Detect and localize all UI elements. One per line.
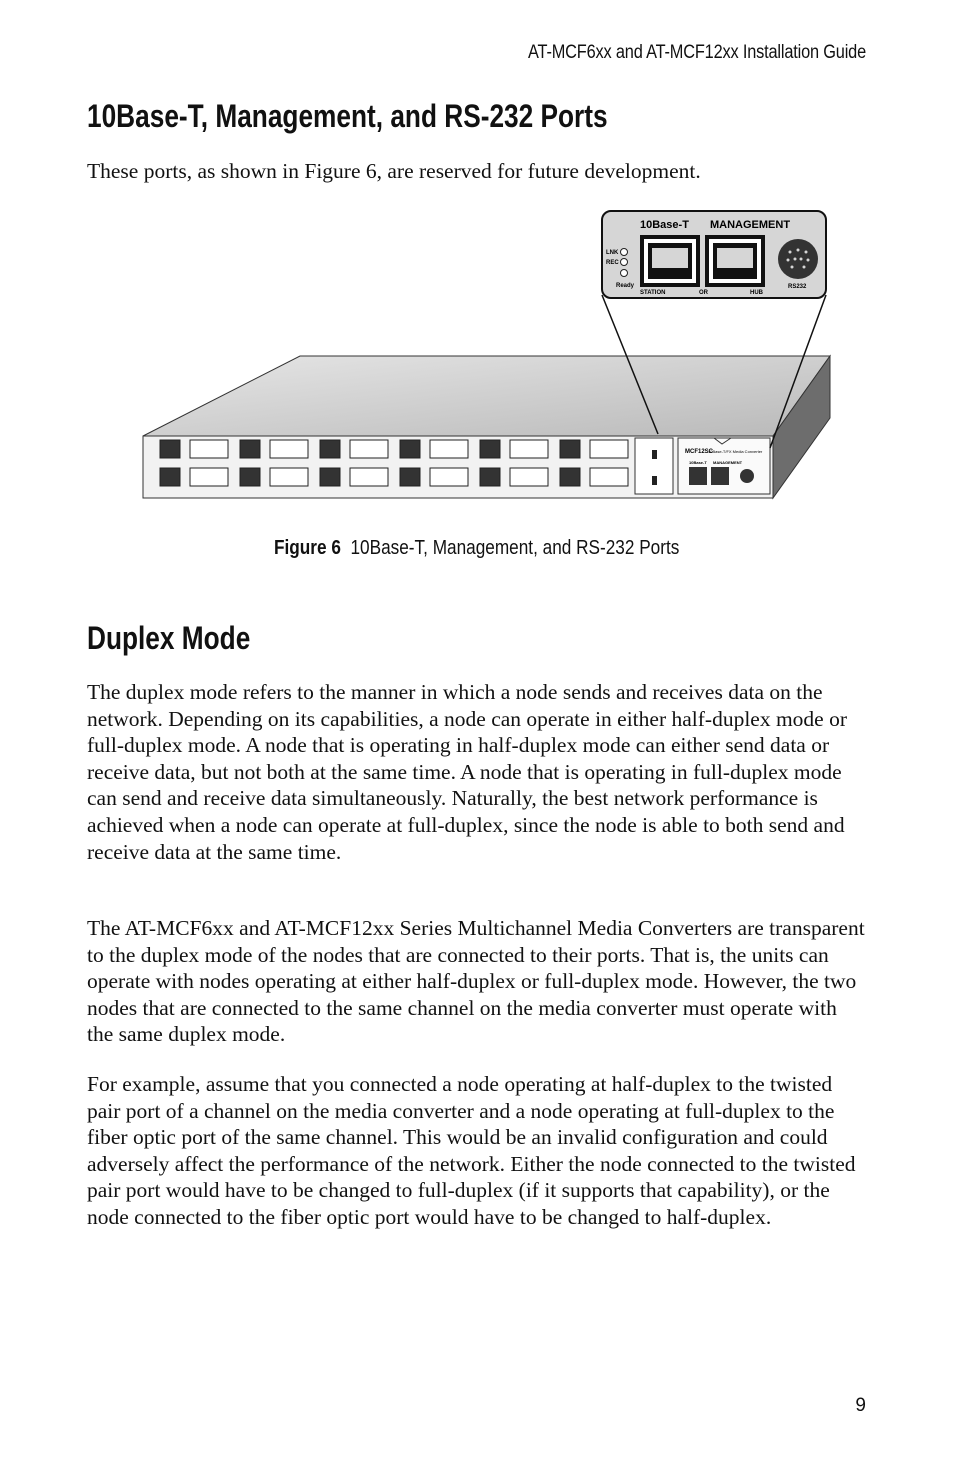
device-management-label: MANAGEMENT xyxy=(713,460,743,465)
figure-6-illustration xyxy=(140,208,840,508)
figure-caption-text: 10Base-T, Management, and RS-232 Ports xyxy=(350,537,680,559)
duplex-paragraph-2: The AT-MCF6xx and AT-MCF12xx Series Multichannel Media Converters are transparent to the duplex mode of the nodes that are connected to their ports. That is, the units can operate with nodes operating at either half-duplex or full-duplex mode. However, the two nodes that are connected to the same channel on the media converter must operate with the same duplex mode. xyxy=(87,916,865,1047)
figure-caption-label: Figure 6 xyxy=(274,537,342,559)
section-title-ports: 10Base-T, Management, and RS-232 Ports xyxy=(87,98,608,134)
led-rec-label: REC xyxy=(606,260,619,266)
running-header: AT-MCF6xx and AT-MCF12xx Installation Guide xyxy=(528,42,866,63)
figure-caption xyxy=(0,537,954,560)
hub-label: HUB xyxy=(750,290,763,296)
station-label: STATION xyxy=(640,290,666,296)
duplex-paragraph-3: For example, assume that you connected a node operating at half-duplex to the twisted pair port of a channel on the media converter and a node operating at full-duplex to the fiber optic port of the same channel. This would be an invalid configuration and could adversely affect the performance of the network. Either the node connected to the twisted pair port would have to be changed to full-duplex (if it supports that capability), or the node connected to the fiber optic port would have to be changed to half-duplex. xyxy=(87,1072,856,1229)
line-test-panel xyxy=(635,438,673,494)
led-lnk-label: LNK xyxy=(606,250,619,256)
device-model-desc: 10Base-T/FX Media Converter xyxy=(708,449,763,454)
led-ready-label: Ready xyxy=(616,283,635,289)
chassis-top xyxy=(143,356,830,436)
rs232-label: RS232 xyxy=(788,284,807,290)
device-10baset-label: 10Base-T xyxy=(689,460,707,465)
zoom-management-label: MANAGEMENT xyxy=(710,219,791,231)
device-management-module xyxy=(678,438,770,494)
device-model-label: MCF12SC xyxy=(685,449,714,455)
or-label: OR xyxy=(699,290,708,296)
duplex-paragraph-1: The duplex mode refers to the manner in which a node sends and receives data on the network. Depending on its capabilities, a node can operate in either half-duplex mode or full-duplex mode. A node that is operating in half-duplex mode can either send data or receive data, but not both at the same time. A node that is operating in full-duplex mode can send and receive data simultaneously. Naturally, the best network performance is achieved when a node can operate at full-duplex, since the node is able to both send and receive data at the same time. xyxy=(87,680,848,864)
section-intro: These ports, as shown in Figure 6, are reserved for future development. xyxy=(87,159,701,183)
page-number: 9 xyxy=(855,1395,866,1416)
section-title-duplex: Duplex Mode xyxy=(87,620,251,656)
zoom-10baset-label: 10Base-T xyxy=(640,219,689,231)
rs232-port xyxy=(778,239,818,279)
